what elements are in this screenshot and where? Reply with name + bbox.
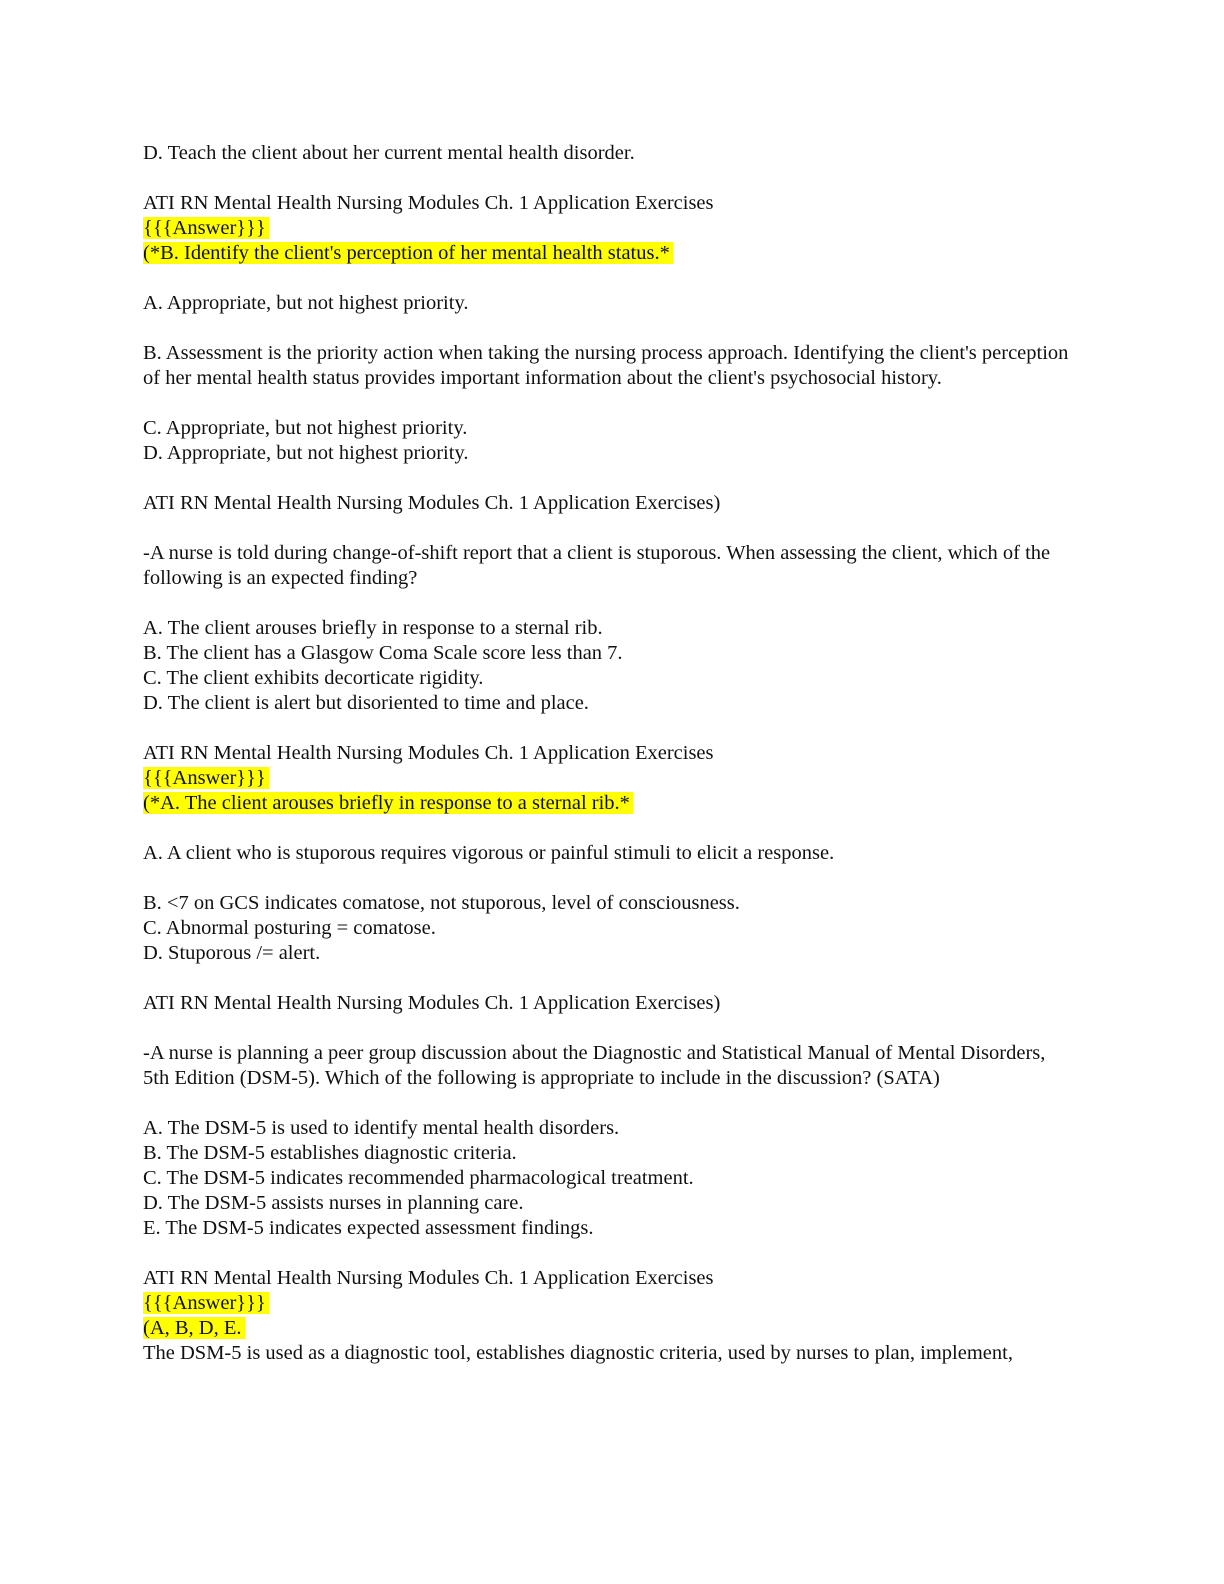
rationale-d: D. Appropriate, but not highest priority. [143,442,469,464]
option-c: C. The DSM-5 indicates recommended pharmacological treatment. [143,1167,694,1189]
module-header: ATI RN Mental Health Nursing Modules Ch. 1 Application Exercises) [143,492,721,514]
rationale-a: A. Appropriate, but not highest priority. [143,292,469,314]
option-b: B. The client has a Glasgow Coma Scale score less than 7. [143,642,623,664]
option-d: D. The DSM-5 assists nurses in planning care. [143,1192,524,1214]
option-e: E. The DSM-5 indicates expected assessment findings. [143,1217,594,1239]
rationale-b: B. <7 on GCS indicates comatose, not stuporous, level of consciousness. [143,892,740,914]
rationale-c: C. Appropriate, but not highest priority. [143,417,468,439]
module-header: ATI RN Mental Health Nursing Modules Ch. 1 Application Exercises [143,1267,714,1289]
rationale-b: B. Assessment is the priority action when taking the nursing process approach. Identifying the client's perception of her mental health status provides important information about the client's psychosocial history. [143,342,1069,389]
answer-highlight: (*A. The client arouses briefly in response to a sternal rib.* [143,792,633,814]
rationale-d: D. Stuporous /= alert. [143,942,321,964]
answer-tag: {{{Answer}}} [143,217,269,239]
option-c: C. The client exhibits decorticate rigidity. [143,667,484,689]
answer-tag: {{{Answer}}} [143,767,269,789]
option-a: A. The DSM-5 is used to identify mental health disorders. [143,1117,620,1139]
document-page [143,141,1073,1366]
module-header: ATI RN Mental Health Nursing Modules Ch. 1 Application Exercises [143,192,714,214]
module-header: ATI RN Mental Health Nursing Modules Ch. 1 Application Exercises) [143,992,721,1014]
question-stem: -A nurse is told during change-of-shift report that a client is stuporous. When assessing the client, which of the following is an expected finding? [143,542,1051,589]
answer-highlight: (A, B, D, E. [143,1317,245,1339]
option-b: B. The DSM-5 establishes diagnostic criteria. [143,1142,517,1164]
answer-highlight: (*B. Identify the client's perception of her mental health status.* [143,242,673,264]
answer-tag: {{{Answer}}} [143,1292,269,1314]
option-d: D. The client is alert but disoriented to time and place. [143,692,589,714]
module-header: ATI RN Mental Health Nursing Modules Ch. 1 Application Exercises [143,742,714,764]
question-stem: -A nurse is planning a peer group discussion about the Diagnostic and Statistical Manual of Mental Disorders, 5th Edition (DSM-5). Which of the following is appropriate to include in the discussion? (SATA) [143,1042,1046,1089]
rationale-a: A. A client who is stuporous requires vigorous or painful stimuli to elicit a response. [143,842,835,864]
option-a: A. The client arouses briefly in response to a sternal rib. [143,617,603,639]
option-d-prev-question: D. Teach the client about her current mental health disorder. [143,142,635,164]
rationale-c: C. Abnormal posturing = comatose. [143,917,436,939]
rationale-text: The DSM-5 is used as a diagnostic tool, establishes diagnostic criteria, used by nurses to plan, implement, [143,1342,1013,1364]
